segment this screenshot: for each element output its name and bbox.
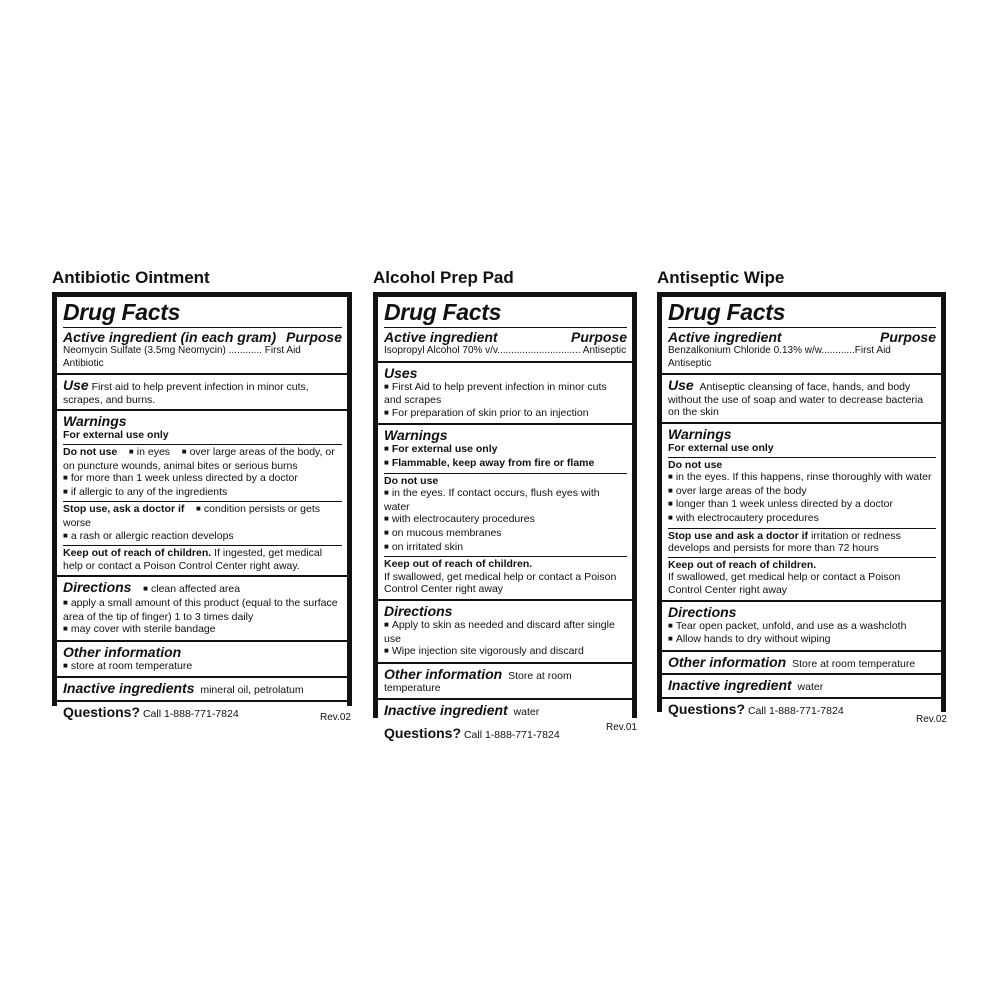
use-item: ■ For preparation of skin prior to an injection (384, 407, 627, 421)
use-item: ■ First Aid to help prevent infection in minor cuts and scrapes (384, 381, 627, 407)
questions-heading: Questions? (63, 703, 141, 720)
do-not-use-item: ■ in the eyes. If contact occurs, flush eyes with water (384, 487, 627, 513)
purpose-heading: Purpose (570, 329, 627, 345)
warnings-heading: Warnings (668, 425, 732, 442)
questions-text: Call 1-888-771-7824 (747, 704, 844, 717)
directions-heading: Directions (384, 602, 453, 619)
panel-title-antibiotic-ointment: Antibiotic Ointment (52, 268, 210, 287)
keep-out-label: Keep out of reach of children. (668, 558, 817, 571)
use-heading: Use (63, 377, 89, 394)
drug-facts-heading: Drug Facts (668, 299, 786, 325)
do-not-use-block (384, 473, 627, 555)
warnings-section (57, 411, 347, 575)
other-information-text: Store at room temperature (384, 669, 572, 695)
active-ingredient-heading: Active ingredient (384, 329, 498, 345)
stop-use-block (668, 528, 936, 555)
stop-use-item: ■ a rash or allergic reaction develops (63, 530, 342, 544)
panel-title-alcohol-prep-pad: Alcohol Prep Pad (373, 268, 514, 287)
do-not-use-item: ■ for more than 1 week unless directed by a doctor (63, 472, 342, 486)
use-section (662, 375, 941, 422)
directions-section (662, 602, 941, 650)
active-ingredient-heading: Active ingredient (in each gram) (63, 329, 277, 345)
active-ingredient-section (662, 297, 941, 373)
do-not-use-item: ■ with electrocautery procedures (668, 512, 936, 526)
revision-label: Rev.01 (606, 722, 637, 733)
external-use-text: For external use only (63, 429, 169, 442)
active-ingredient-section (57, 297, 347, 373)
directions-heading: Directions (63, 579, 132, 596)
drug-facts-label-antiseptic (657, 292, 946, 717)
direction-item: ■ Tear open packet, unfold, and use as a washcloth (668, 620, 936, 634)
stop-use-label: Stop use, ask a doctor if (63, 503, 185, 516)
use-text: Antiseptic cleansing of face, hands, and body without the use of soap and water to decrease bacteria on the skin (668, 381, 924, 419)
keep-out-block (668, 557, 936, 597)
keep-out-block (384, 556, 627, 596)
revision-label: Rev.02 (320, 712, 351, 723)
active-ingredient-line: Neomycin Sulfate (3.5mg Neomycin) ............ First Aid Antibiotic (63, 345, 301, 369)
do-not-use-item: ■ in eyes (129, 446, 170, 458)
direction-item: ■ Apply to skin as needed and discard after single use (384, 619, 627, 645)
keep-out-label: Keep out of reach of children. (63, 547, 212, 560)
stop-use-text: irritation or redness develops and persists for more than 72 hours (668, 529, 901, 555)
direction-item: ■ Allow hands to dry without wiping (668, 633, 936, 647)
warning-item: ■ For external use only (384, 443, 627, 457)
do-not-use-item: ■ in the eyes. If this happens, rinse thoroughly with water (668, 471, 936, 485)
direction-item: ■ clean affected area (143, 583, 240, 595)
do-not-use-label: Do not use (63, 445, 118, 458)
inactive-ingredient-text: water (797, 681, 824, 694)
do-not-use-item: ■ on irritated skin (384, 541, 627, 555)
do-not-use-label: Do not use (384, 474, 439, 487)
drug-facts-heading: Drug Facts (63, 299, 181, 325)
use-text: First aid to help prevent infection in minor cuts, scrapes, and burns. (63, 381, 309, 406)
do-not-use-label: Do not use (668, 458, 723, 471)
questions-section (662, 699, 941, 721)
revision-label: Rev.02 (916, 714, 947, 725)
other-information-section (662, 652, 941, 674)
inactive-ingredient-heading: Inactive ingredient (384, 701, 508, 718)
use-section (57, 375, 347, 409)
do-not-use-item: ■ longer than 1 week unless directed by a doctor (668, 498, 936, 512)
warnings-section (378, 425, 632, 599)
uses-heading: Uses (384, 364, 418, 381)
questions-section (57, 702, 347, 724)
do-not-use-item: ■ over large areas of the body, or on puncture wounds, animal bites or serious burns (63, 446, 335, 472)
direction-item: ■ Wipe injection site vigorously and discard (384, 645, 627, 659)
questions-heading: Questions? (668, 700, 746, 717)
inactive-ingredients-heading: Inactive ingredients (63, 680, 195, 697)
other-information-item: ■ store at room temperature (63, 660, 342, 674)
do-not-use-block (668, 457, 936, 526)
keep-out-block (63, 545, 342, 572)
inactive-ingredients-section (57, 678, 347, 700)
other-information-heading: Other information (384, 665, 503, 682)
warnings-section (662, 424, 941, 600)
panel-title-antiseptic-wipe: Antiseptic Wipe (657, 268, 785, 287)
direction-item: ■ may cover with sterile bandage (63, 623, 342, 637)
use-heading: Use (668, 377, 694, 394)
drug-facts-heading: Drug Facts (384, 299, 502, 325)
stop-use-label: Stop use and ask a doctor if (668, 529, 809, 542)
questions-heading: Questions? (384, 725, 462, 742)
warnings-heading: Warnings (63, 413, 127, 430)
purpose-heading: Purpose (285, 329, 342, 345)
keep-out-text: If swallowed, get medical help or contact a Poison Control Center right away (384, 570, 617, 596)
questions-text: Call 1-888-771-7824 (463, 729, 560, 742)
inactive-ingredient-section (378, 700, 632, 722)
do-not-use-item: ■ with electrocautery procedures (384, 513, 627, 527)
other-information-section (57, 642, 347, 677)
external-use-text: For external use only (668, 441, 774, 454)
keep-out-label: Keep out of reach of children. (384, 558, 533, 571)
do-not-use-item: ■ over large areas of the body (668, 485, 936, 499)
warnings-heading: Warnings (384, 427, 448, 444)
active-ingredient-section (378, 297, 632, 361)
do-not-use-item: ■ on mucous membranes (384, 527, 627, 541)
direction-item: ■ apply a small amount of this product (equal to the surface area of the tip of finger) 1 to 3 times daily (63, 597, 342, 623)
other-information-heading: Other information (668, 653, 787, 670)
questions-text: Call 1-888-771-7824 (142, 707, 239, 720)
do-not-use-item: ■ if allergic to any of the ingredients (63, 486, 342, 500)
do-not-use-block (63, 444, 342, 499)
stop-use-block (63, 501, 342, 543)
other-information-heading: Other information (63, 643, 182, 660)
inactive-ingredients-text: mineral oil, petrolatum (200, 684, 304, 697)
warning-item: ■ Flammable, keep away from fire or flame (384, 457, 627, 471)
directions-section (57, 577, 347, 639)
other-information-text: Store at room temperature (792, 657, 916, 670)
stop-use-item: ■ condition persists or gets worse (63, 503, 320, 529)
keep-out-text: If swallowed, get medical help or contact a Poison Control Center right away (668, 571, 901, 596)
directions-heading: Directions (668, 603, 737, 620)
active-ingredient-heading: Active ingredient (668, 329, 782, 345)
questions-section (378, 723, 632, 745)
inactive-ingredient-section (662, 675, 941, 697)
keep-out-text: If ingested, get medical help or contact a Poison Control Center right away. (63, 547, 323, 572)
other-information-section (378, 664, 632, 698)
purpose-heading: Purpose (879, 329, 936, 345)
active-ingredient-line: Isopropyl Alcohol 70% v/v.............................. Antiseptic (384, 345, 627, 356)
active-ingredient-line: Benzalkonium Chloride 0.13% w/w............First Aid Antiseptic (668, 345, 891, 369)
inactive-ingredient-text: water (513, 705, 540, 718)
uses-section (378, 363, 632, 424)
inactive-ingredient-heading: Inactive ingredient (668, 677, 792, 694)
directions-section (378, 601, 632, 662)
